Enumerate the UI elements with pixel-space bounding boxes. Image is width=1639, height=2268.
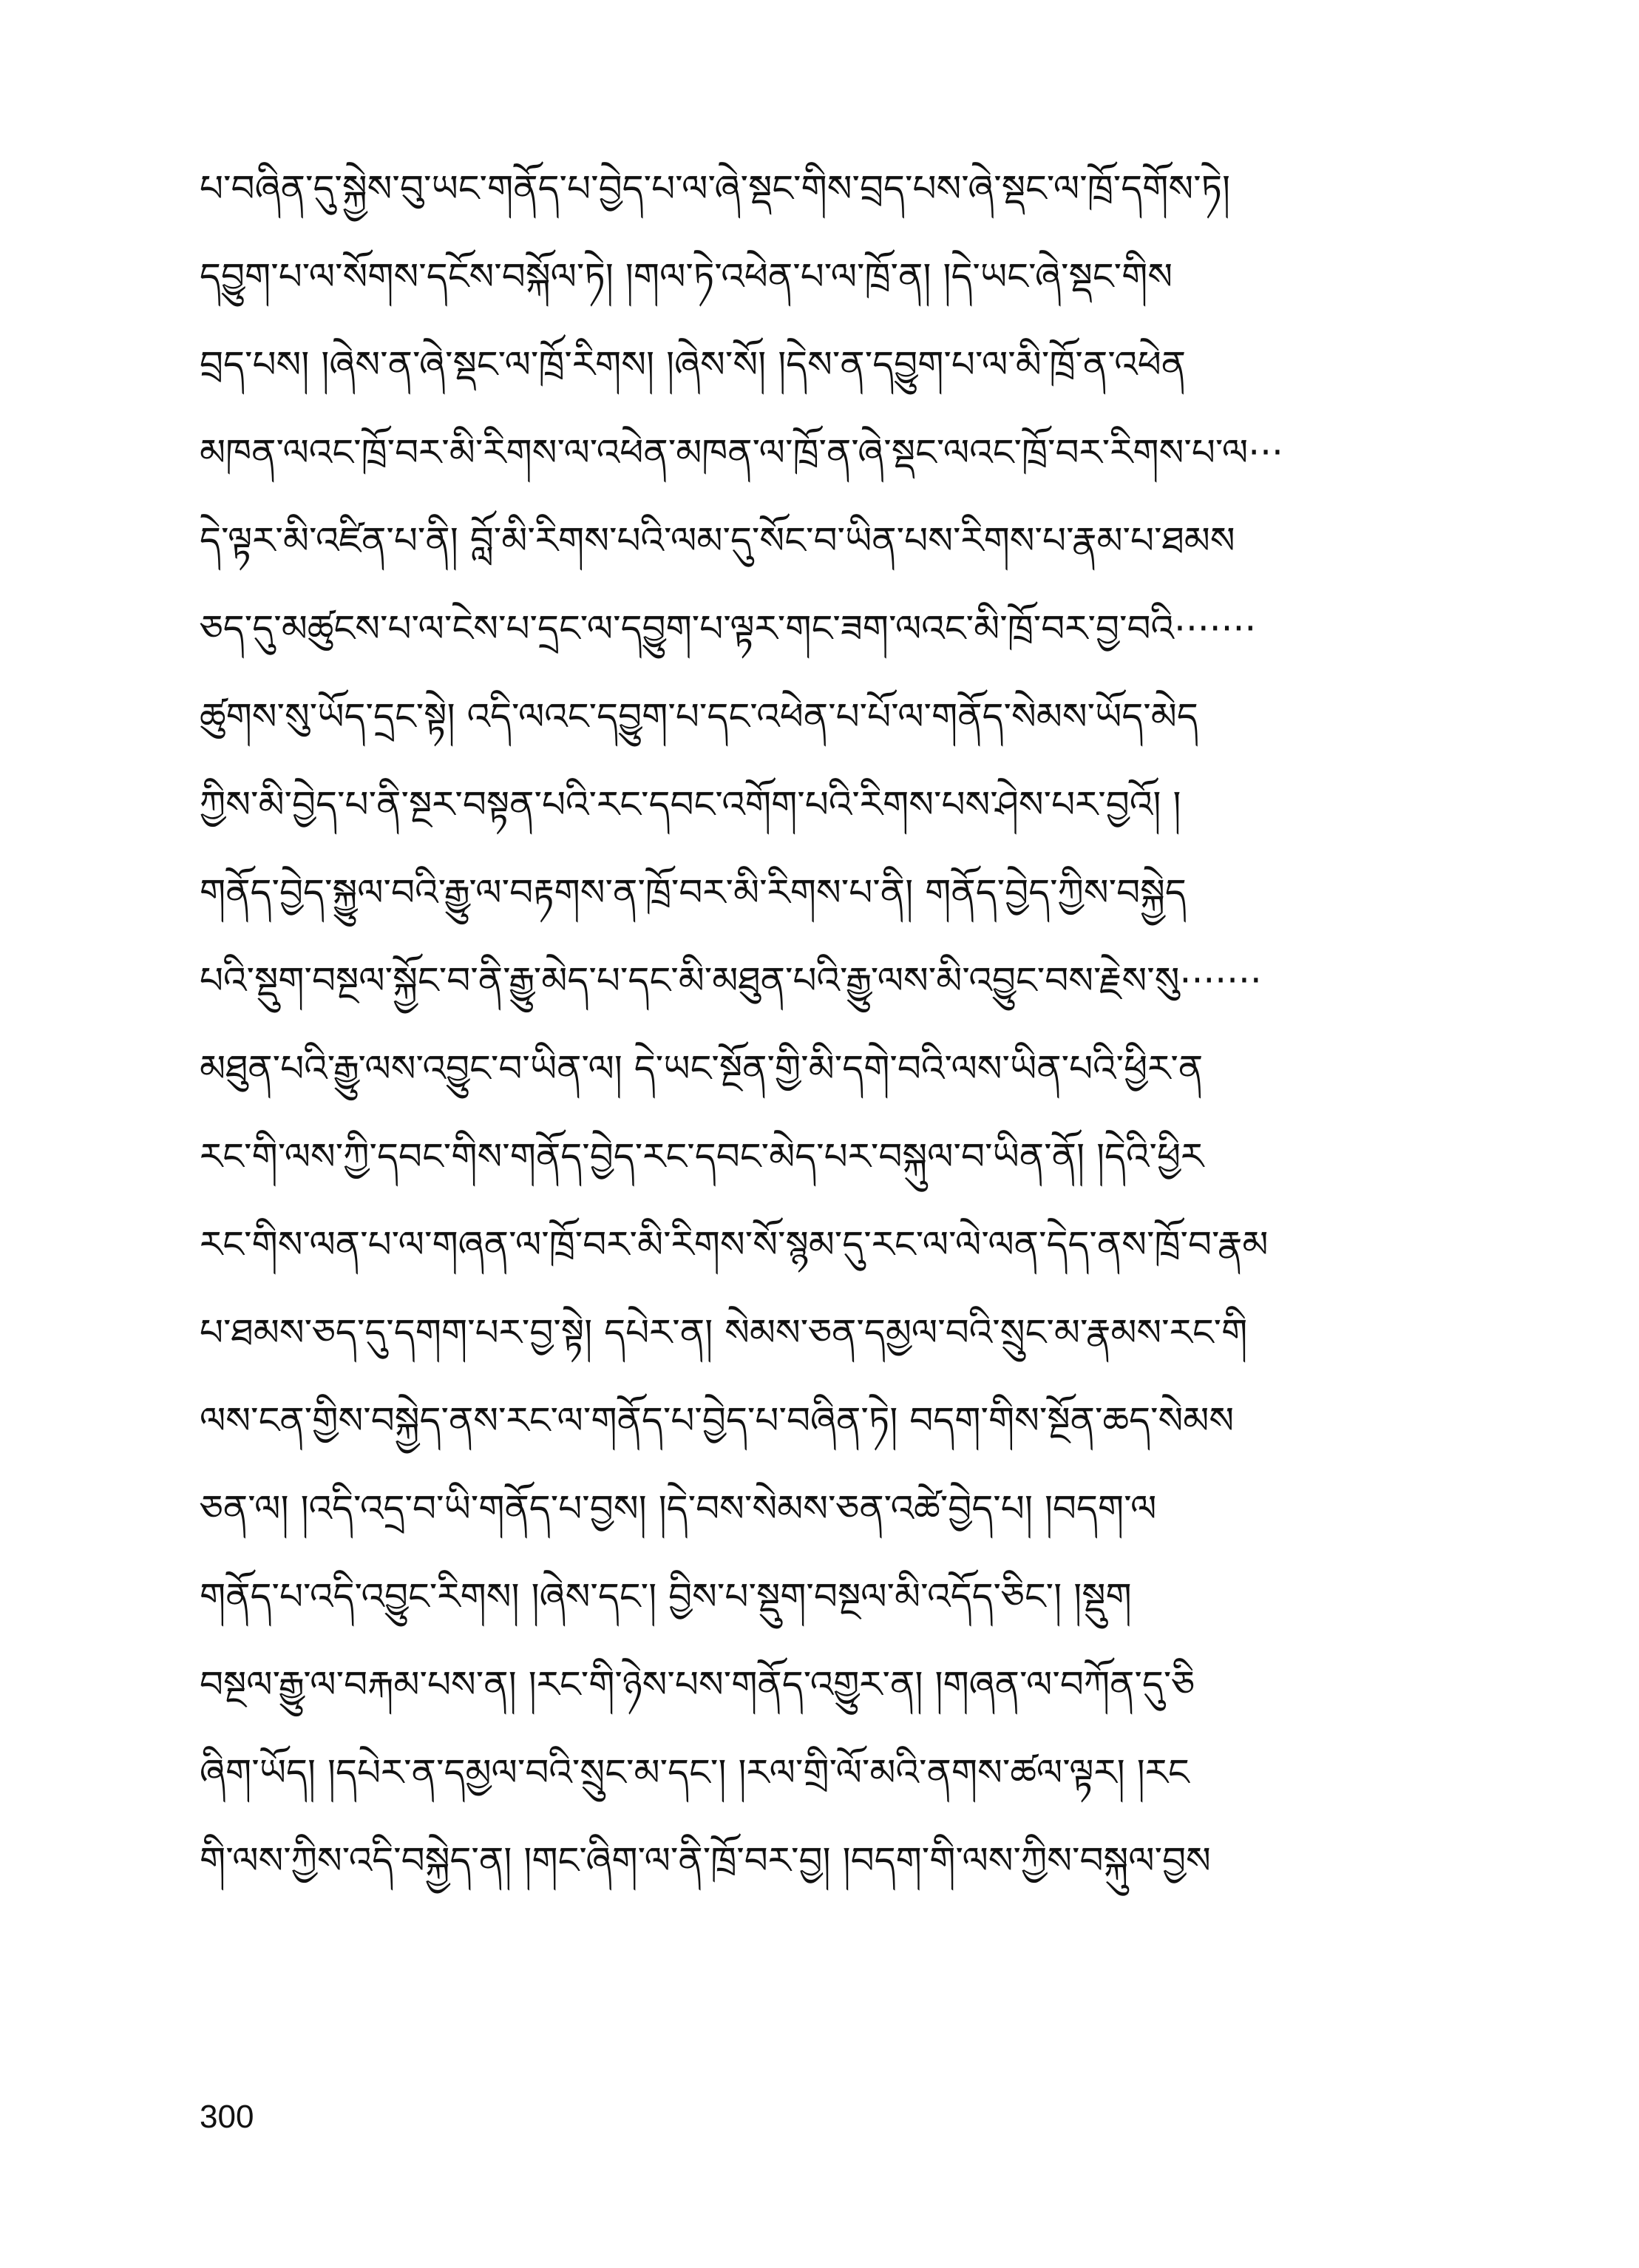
text-line-5: དེ་ལྟར་མི་འཛིན་པ་ནི། བློ་མི་རིགས་པའི་ལམ་དུ་སོང་བ་ཡིན་པས་རིགས་པ་རྣམ་པ་ཐམས: [200, 519, 1235, 562]
text-line-19: ཞིག་ཡོད། །དཔེར་ན་དམྱལ་བའི་སྲུང་མ་དང་། །རལ་གྲི་ལོ་མའི་ནགས་ཚལ་ལྟར། །རང: [200, 1751, 1190, 1794]
text-line-13: རང་གིས་ལན་པ་ལ་གཞན་ལ་ཁྲོ་བར་མི་རིགས་སོ་སྙམ་དུ་རང་ལ་ལེ་ལན་དེད་ནས་ཁྲོ་བ་རྣམ: [200, 1223, 1269, 1266]
text-line-10: པའི་སྡུག་བསྔལ་སྐྱོང་བ་ནི་རྒྱུ་མེད་པ་དང་མི་མཐུན་པའི་རྒྱུ་ལས་མི་འབྱུང་བས་རྗེས་སུ·······: [200, 959, 1262, 1002]
text-line-7: ཚུགས་སུ་ཡོད་དྲང་སྟེ། འདི་ལའང་དབྱུག་པ་དང་འཕེན་པ་པོ་ལ་གནོད་སེམས་ཡོད་མེད: [200, 695, 1198, 738]
text-line-8: ཀྱིས་མི་བྱེད་པ་ནི་སྔར་བསྟན་པའི་རང་དབང་འགོག་པའི་རིགས་པས་ཤེས་པར་བྱའོ། །: [200, 783, 1181, 826]
body-text: [200, 145, 1486, 1905]
text-line-2: དབྱུག་པ་ལ་སོགས་དངོས་བསྐོལ་ཏེ། །གལ་ཏེ་འཕེན་པ་ལ་ཁྲོ་ན། །དེ་ཡང་ཞེ་སྡང་གིས: [200, 255, 1173, 298]
text-line-6: ཅད་དུ་མཚུངས་པ་ལ་ངེས་པ་དྲང་ལ་དབྱུག་པ་ལྟར་གང་ཟག་ལའང་མི་ཁྲོ་བར་བྱ་བའི·······: [200, 607, 1257, 650]
text-line-12: རང་གི་ལས་ཀྱི་དབང་གིས་གནོད་བྱེད་རང་དབང་མེད་པར་བསྐུལ་བ་ཡིན་ནོ། །དེའི་ཕྱིར: [200, 1135, 1204, 1178]
text-line-4: མཁན་ལའང་ཁྲོ་བར་མི་རིགས་ལ་འཕེན་མཁན་ལ་ཁྲོ་ན་ཞེ་སྡང་ལའང་ཁྲོ་བར་རིགས་པ་ལ···: [200, 431, 1283, 474]
text-line-20: གི་ལས་ཀྱིས་འདི་བསྐྱེད་ན། །གང་ཞིག་ལ་ནི་ཁྲོ་བར་བྱ། །བདག་གི་ལས་ཀྱིས་བསྐུལ་བྱས: [200, 1839, 1211, 1882]
text-line-9: གནོད་བྱེད་སྐྱུལ་བའི་རྒྱུ་ལ་བརྟགས་ན་ཁྲོ་བར་མི་རིགས་པ་ནི། གནོད་བྱེད་ཀྱིས་བསྐྱེད: [200, 871, 1187, 914]
text-line-16: ཅན་ལ། །འདི་འདྲ་བ་ཡི་གནོད་པ་བྱས། །དེ་བས་སེམས་ཅན་འཚེ་བྱེད་པ། །བདག་ལ: [200, 1487, 1157, 1530]
text-line-15: ལས་ངན་གྱིས་བསྐྱེད་ནས་རང་ལ་གནོད་པ་བྱེད་པ་བཞིན་ཏེ། བདག་གིས་སྔོན་ཆད་སེམས: [200, 1399, 1235, 1442]
text-line-18: བསྔལ་རྒྱུ་ལ་བརྐམ་པས་ན། །རང་གི་ཉེས་པས་གནོད་འགྱུར་ན། །གཞན་ལ་བཀོན་དུ་ཅི: [200, 1663, 1195, 1706]
page-number: 300: [200, 2099, 254, 2135]
text-line-14: པ་ཐམས་ཅད་དུ་དགག་པར་བྱ་སྟེ། དཔེར་ན། སེམས་ཅན་དམྱལ་བའི་སྲུང་མ་རྣམས་རང་གི: [200, 1311, 1248, 1354]
text-line-11: མཐུན་པའི་རྒྱུ་ལས་འབྱུང་བ་ཡིན་ལ། དེ་ཡང་སྔོན་གྱི་མི་དགེ་བའི་ལས་ཡིན་པའི་ཕྱིར་ན: [200, 1047, 1204, 1090]
text-line-1: པ་བཞིན་དུ་སྐྱེས་བུ་ཡང་གནོད་པ་བྱེད་པ་ལ་ཞེ་སྡང་གིས་བྲད་པས་ཞེ་སྡང་ལ་ཁྲོ་དགོས་ཏེ།: [200, 167, 1231, 210]
text-line-17: གནོད་པ་འདི་འབྱུང་རིགས། །ཞེས་དང་། བྱིས་པ་སྡུག་བསྔལ་མི་འདོད་ཅིང་། །སྡུག: [200, 1575, 1132, 1618]
text-line-3: བྲད་པས། །ཞེས་ན་ཞེ་སྡང་ལ་ཁྲོ་རིགས། །ཞེས་སོ། །དེས་ན་དབྱུག་པ་ལ་མི་ཁྲོ་ན་འཕེན: [200, 343, 1187, 386]
